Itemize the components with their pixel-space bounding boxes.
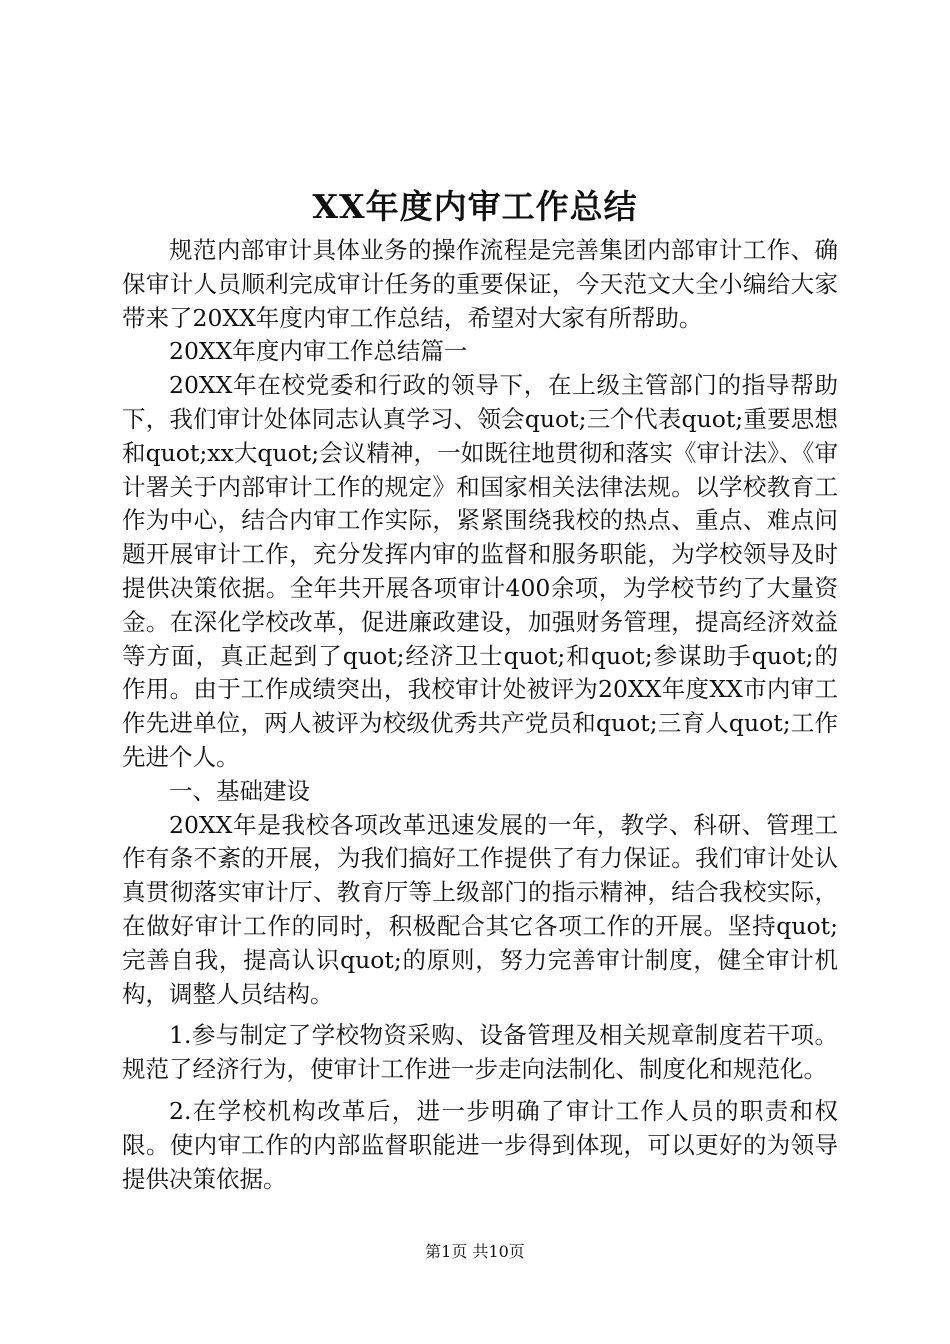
basic-construction-paragraph: 20XX年是我校各项改革迅速发展的一年，教学、科研、管理工作有条不紊的开展，为我们搞好工作提供了有力保证。我们审计处认真贯彻落实审计厅、教育厅等上级部门的指示精神，结合我校实际，在做好审计工作的同时，积极配合其它各项工作的开展。坚持quot;完善自我，提高认识quot;的原则，努力完善审计制度，健全审计机构，调整人员结构。 — [122, 810, 838, 1008]
section-heading-part-one: 20XX年度内审工作总结篇一 — [169, 337, 468, 366]
list-item-2: 2.在学校机构改革后，进一步明确了审计工作人员的职责和权限。使内审工作的内部监督职能进一步得到体现，可以更好的为领导提供决策依据。 — [122, 1096, 838, 1193]
section-heading-basic-construction: 一、基础建设 — [169, 776, 310, 805]
document-body — [122, 234, 838, 1196]
list-item-1: 1.参与制定了学校物资采购、设备管理及相关规章制度若干项。规范了经济行为，使审计工作进一步走向法制化、制度化和规范化。 — [122, 1021, 838, 1084]
page-footer: 第1页 共10页 — [425, 1242, 525, 1261]
summary-paragraph: 20XX年在校党委和行政的领导下，在上级主管部门的指导帮助下，我们审计处体同志认真学习、领会quot;三个代表quot;重要思想和quot;xx大quot;会议精神，一如既往地贯彻和落实《审计法》、《审计署关于内部审计工作的规定》和国家相关法律法规。以学校教育工作为中心，结合内审工作实际，紧紧围绕我校的热点、重点、难点问题开展审计工作，充分发挥内审的监督和服务职能，为学校领导及时提供决策依据。全年共开展各项审计400余项，为学校节约了大量资金。在深化学校改革，促进廉政建设，加强财务管理，提高经济效益等方面，真正起到了quot;经济卫士quot;和quot;参谋助手quot;的作用。由于工作成绩突出，我校审计处被评为20XX年度XX市内审工作先进单位，两人被评为校级优秀共产党员和quot;三育人quot;工作先进个人。 — [122, 371, 838, 771]
intro-paragraph: 规范内部审计具体业务的操作流程是完善集团内部审计工作、确保审计人员顺利完成审计任务的重要保证，今天范文大全小编给大家带来了20XX年度内审工作总结，希望对大家有所帮助。 — [122, 236, 838, 332]
document-title: XX年度内审工作总结 — [312, 187, 638, 226]
